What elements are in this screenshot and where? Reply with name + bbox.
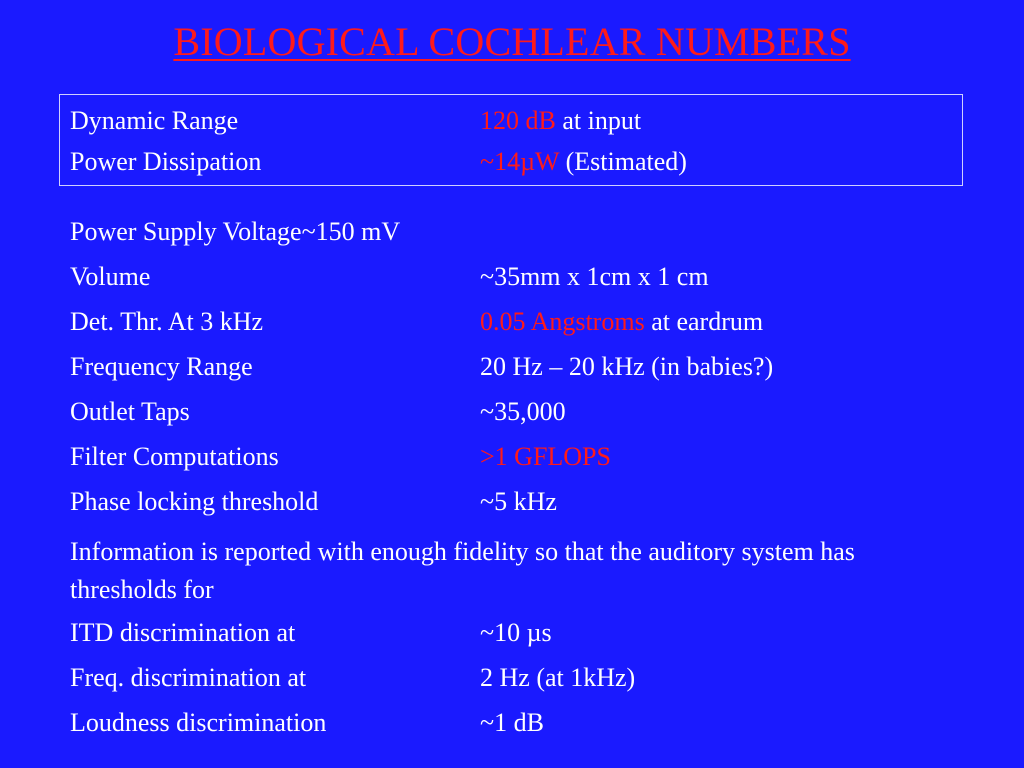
- row-label: Freq. discrimination at: [70, 663, 307, 692]
- value-highlight: >1 GFLOPS: [480, 442, 611, 471]
- value-highlight: ~14µW: [480, 147, 560, 176]
- row-label: Phase locking threshold: [70, 487, 319, 516]
- row-value: 2 Hz (at 1kHz): [480, 663, 636, 692]
- row-label: Outlet Taps: [70, 397, 190, 426]
- row-value: [480, 147, 687, 177]
- row-label: Power Supply Voltage: [70, 217, 302, 246]
- row-label: Power Dissipation: [70, 147, 262, 176]
- row-value: [480, 106, 641, 136]
- value-text: 20 Hz – 20 kHz (in babies?): [480, 352, 774, 381]
- value-highlight: 0.05 Angstroms: [480, 307, 645, 336]
- row-value: ~1 dB: [480, 708, 544, 737]
- row-label: Det. Thr. At 3 kHz: [70, 307, 264, 336]
- row-label: ITD discrimination at: [70, 618, 296, 647]
- value-highlight: 120 dB: [480, 106, 556, 135]
- value-text: at input: [555, 106, 642, 135]
- row-value: [480, 352, 773, 382]
- slide-title: BIOLOGICAL COCHLEAR NUMBERS: [173, 19, 851, 64]
- row-value: ~150 mV: [301, 217, 401, 246]
- value-text: ~5 kHz: [480, 487, 557, 516]
- row-label: Filter Computations: [70, 442, 279, 471]
- row-label: Volume: [70, 262, 151, 291]
- row-value: ~10 µs: [480, 618, 552, 647]
- row-label: Frequency Range: [70, 352, 253, 381]
- power-supply-row: [70, 217, 400, 247]
- row-value: [480, 307, 763, 337]
- row-label: Loudness discrimination: [70, 708, 327, 737]
- value-text: (Estimated): [559, 147, 687, 176]
- row-value: [480, 397, 566, 427]
- row-value: [480, 442, 611, 472]
- information-paragraph: Information is reported with enough fidelity so that the auditory system has thresholds for: [70, 537, 855, 604]
- value-text: ~35mm x 1cm x 1 cm: [480, 262, 709, 291]
- row-value: [480, 262, 709, 292]
- value-text: at eardrum: [644, 307, 764, 336]
- row-label: Dynamic Range: [70, 106, 239, 135]
- value-text: ~35,000: [480, 397, 566, 426]
- row-value: [480, 487, 557, 517]
